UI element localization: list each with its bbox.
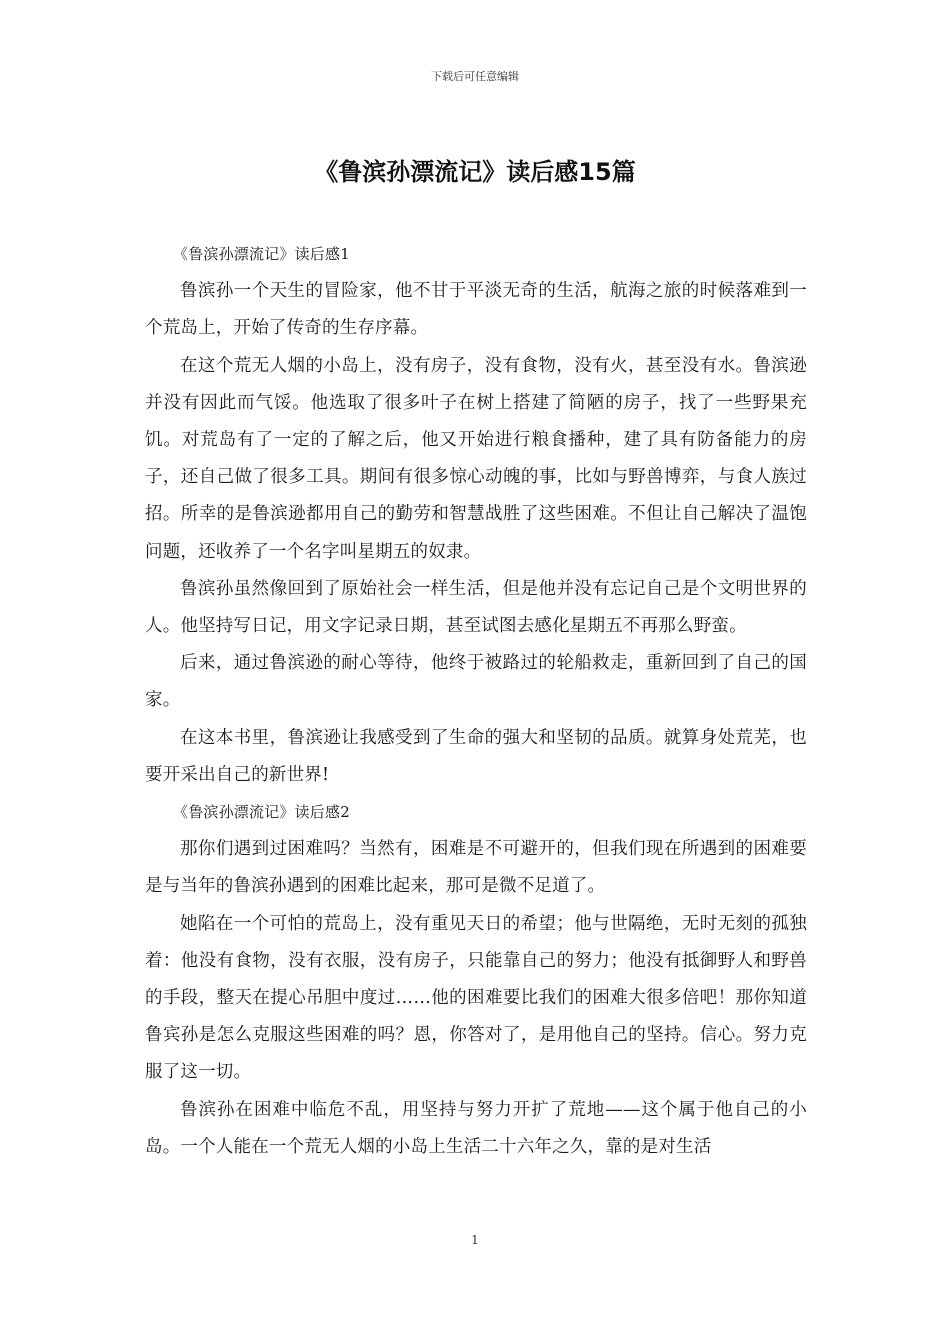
document-body	[145, 236, 807, 1166]
body-paragraph: 那你们遇到过困难吗？当然有，困难是不可避开的，但我们现在所遇到的困难要是与当年的鲁滨孙遇到的困难比起来，那可是微不足道了。	[145, 839, 807, 897]
section-heading: 《鲁滨孙漂流记》读后感2	[173, 803, 350, 822]
section-heading: 《鲁滨孙漂流记》读后感1	[173, 245, 350, 263]
body-paragraph: 鲁滨孙虽然像回到了原始社会一样生活，但是他并没有忘记自己是个文明世界的人。他坚持写日记，用文字记录日期，甚至试图去感化星期五不再那么野蛮。	[145, 578, 807, 637]
body-paragraph: 在这本书里，鲁滨逊让我感受到了生命的强大和坚韧的品质。就算身处荒芜，也要开采出自己的新世界!	[145, 727, 807, 785]
page-number: 1	[471, 1233, 479, 1247]
body-paragraph: 鲁滨孙在困难中临危不乱，用坚持与努力开扩了荒地——这个属于他自己的小岛。一个人能在一个荒无人烟的小岛上生活二十六年之久，靠的是对生活	[145, 1099, 807, 1157]
body-paragraph: 在这个荒无人烟的小岛上，没有房子，没有食物，没有火，甚至没有水。鲁滨逊并没有因此而气馁。他选取了很多叶子在树上搭建了简陋的房子，找了一些野果充饥。对荒岛有了一定的了解之后，他又开始进行粮食播种，建了具有防备能力的房子，还自己做了很多工具。期间有很多惊心动魄的事，比如与野兽博弈，与食人族过招。所幸的是鲁滨逊都用自己的勤劳和智慧战胜了这些困难。不但让自己解决了温饱问题，还收养了一个名字叫星期五的奴隶。	[145, 355, 807, 562]
header-note: 下载后可任意编辑	[431, 70, 519, 83]
body-paragraph: 她陷在一个可怕的荒岛上，没有重见天日的希望；他与世隔绝，无时无刻的孤独着：他没有食物，没有衣服，没有房子，只能靠自己的努力；他没有抵御野人和野兽的手段，整天在提心吊胆中度过……他的困难要比我们的困难大很多倍吧！那你知道鲁宾孙是怎么克服这些困难的吗？恩，你答对了，是用他自己的坚持。信心。努力克服了这一切。	[145, 913, 807, 1083]
body-paragraph: 鲁滨孙一个天生的冒险家，他不甘于平淡无奇的生活，航海之旅的时候落难到一个荒岛上，开始了传奇的生存序幕。	[145, 281, 807, 339]
document-title: 《鲁滨孙漂流记》读后感15篇	[314, 158, 636, 186]
body-paragraph: 后来，通过鲁滨逊的耐心等待，他终于被路过的轮船救走，重新回到了自己的国家。	[145, 653, 807, 711]
